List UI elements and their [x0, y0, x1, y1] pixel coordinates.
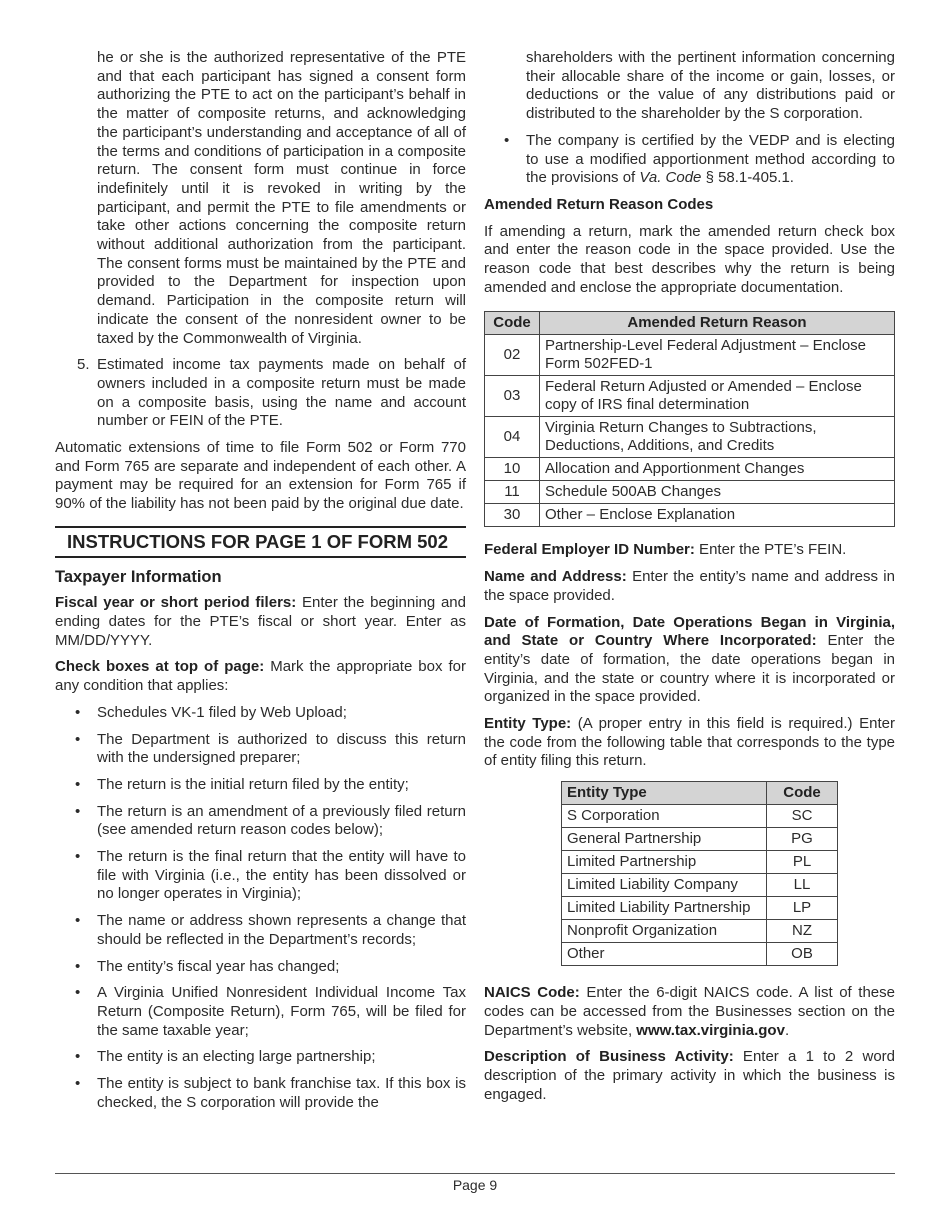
bullet: •	[75, 775, 81, 793]
cell: Nonprofit Organization	[562, 920, 767, 943]
text: Mark the appropriate box for any condition that applies:	[55, 658, 466, 695]
citation: Va. Code	[639, 169, 702, 187]
business-activity-paragraph	[484, 1048, 895, 1104]
condition-bullet	[75, 802, 466, 840]
table-row	[485, 335, 895, 376]
cell: 04	[485, 417, 540, 458]
lead: Date of Formation, Date Operations Began in Virginia, and State or Country Where Incorporated:	[484, 613, 895, 650]
cell: 30	[485, 504, 540, 527]
amended-intro: If amending a return, mark the amended return check box and enter the reason code in the space provided. Use the reason code that best describes why the return is being amended and enclose the appropriate documentation.	[484, 222, 895, 296]
lead: Entity Type:	[484, 715, 572, 733]
bullet-text: The entity is an electing large partnership;	[97, 1048, 376, 1066]
cell: PG	[767, 828, 838, 851]
cell: 11	[485, 481, 540, 504]
formation-paragraph	[484, 614, 895, 708]
bullet: •	[75, 730, 81, 748]
condition-bullet	[75, 775, 466, 795]
cell: Schedule 500AB Changes	[540, 481, 895, 504]
bullet-text: The entity is subject to bank franchise tax. If this box is checked, the S corporation will provide the	[97, 1075, 466, 1111]
page-number: Page 9	[452, 1177, 498, 1193]
consent-paragraph: he or she is the authorized representative of the PTE and that each participant has signed a consent form authorizing the PTE to act on the participant’s behalf in the matter of composite returns, and acknowledging the participant’s understanding and acceptance of all of the terms and conditions of participation in a composite return. The consent form must continue in force indefinitely until it is revoked in writing by the participant, and permit the PTE to file amendments or take other actions concerning the composite return without additional authorization from the participant. The consent forms must be maintained by the PTE and provided to the Department for inspection upon demand. Participation in the composite return will indicate the consent of the nonresident owner to be taxed by the Commonwealth of Virginia.	[97, 49, 466, 347]
numbered-item-5	[77, 356, 466, 431]
cell: SC	[767, 805, 838, 828]
condition-bullet	[75, 912, 466, 949]
lead: Description of Business Activity:	[484, 1048, 734, 1066]
cell: General Partnership	[562, 828, 767, 851]
check-paragraph	[55, 658, 466, 695]
table-row	[562, 805, 838, 828]
cell: LL	[767, 874, 838, 897]
bullet-text: The name or address shown represents a change that should be reflected in the Department’s records;	[97, 912, 466, 948]
footer-divider	[55, 1173, 895, 1174]
checkbox-conditions-list	[55, 704, 466, 1113]
bullet-text: The return is the initial return filed by the entity;	[97, 775, 409, 793]
cell: Limited Liability Company	[562, 874, 767, 897]
condition-bullet	[75, 1075, 466, 1112]
table-row	[562, 851, 838, 874]
table-row	[562, 874, 838, 897]
bullet: •	[75, 984, 81, 1002]
bullet-text: The return is the final return that the entity will have to file with Virginia (i.e., the entity has been dissolved or no longer operates in Virginia);	[97, 848, 466, 903]
bullet-text: The return is an amendment of a previously filed return (see amended return reason codes below);	[97, 802, 466, 839]
lead: Name and Address:	[484, 568, 627, 586]
condition-bullet	[75, 984, 466, 1040]
bullet: •	[75, 802, 81, 820]
lead: NAICS Code:	[484, 984, 580, 1002]
vedp-bullet	[504, 131, 895, 188]
table-row	[485, 481, 895, 504]
left-column	[55, 49, 466, 1120]
fiscal-paragraph	[55, 594, 466, 650]
cell: OB	[767, 943, 838, 966]
bank-franchise-bullet-cont: shareholders with the pertinent information concerning their allocable share of the income or gain, losses, or deductions or the value of any distributions paid or distributed to the shareholder by the S corporation.	[526, 49, 895, 123]
website-link[interactable]: www.tax.virginia.gov	[636, 1021, 785, 1039]
bullet-text: The Department is authorized to discuss this return with the undersigned preparer;	[97, 730, 466, 767]
text: .	[784, 1021, 790, 1039]
right-column	[484, 49, 895, 1112]
condition-bullet	[75, 957, 466, 977]
table-row	[485, 376, 895, 417]
cell: Limited Partnership	[562, 851, 767, 874]
subheading: Taxpayer Information	[55, 567, 222, 586]
text: The company is certified by the VEDP and is electing to use a modified apportionment method according to the provisions of	[526, 131, 895, 187]
text: § 58.1-405.1.	[701, 169, 794, 187]
text: Enter the 6-digit NAICS code. A list of these codes can be accessed from the Businesses section on the Department’s website,	[484, 984, 895, 1039]
extensions-paragraph: Automatic extensions of time to file Form 502 or Form 770 and Form 765 are separate and independent of each other. A payment may be required for an extension for Form 765 if 90% of the liability has not been paid by the original due date.	[55, 439, 466, 513]
cell: 02	[485, 335, 540, 376]
bullet: •	[75, 1075, 81, 1093]
text: Enter the entity’s name and address in the space provided.	[484, 568, 895, 604]
lead: Fiscal year or short period filers:	[55, 594, 297, 612]
condition-bullet	[75, 730, 466, 768]
column-header: Amended Return Reason	[540, 312, 895, 335]
condition-bullet	[75, 1048, 466, 1067]
entity-type-table	[561, 781, 838, 966]
bullet: •	[75, 912, 81, 930]
cell: LP	[767, 897, 838, 920]
bullet: •	[504, 131, 510, 149]
naics-paragraph	[484, 984, 895, 1040]
lead: Check boxes at top of page:	[55, 658, 265, 676]
bullet-text: Schedules VK-1 filed by Web Upload;	[97, 703, 347, 721]
bullet: •	[75, 703, 81, 721]
cell: Partnership-Level Federal Adjustment – Enclose Form 502FED-1	[540, 335, 895, 376]
column-header: Code	[767, 782, 838, 805]
text: Enter the entity’s date of formation, the date operations began in Virginia, and the state or country where it is incorporated or organized in the space provided.	[484, 632, 895, 706]
condition-bullet	[75, 848, 466, 904]
bullet: •	[75, 848, 81, 866]
text: (A proper entry in this field is required.) Enter the code from the following table that corresponds to the type of entity filing this return.	[484, 715, 895, 770]
text: Enter the beginning and ending dates for the PTE’s fiscal or short year. Enter as MM/DD/YYYY.	[55, 594, 466, 649]
cell: Other – Enclose Explanation	[540, 504, 895, 527]
table-row	[485, 417, 895, 458]
table-row	[562, 920, 838, 943]
amended-reason-table	[484, 311, 895, 527]
cell: 10	[485, 458, 540, 481]
cell: Virginia Return Changes to Subtractions, Deductions, Additions, and Credits	[540, 417, 895, 458]
section-heading: INSTRUCTIONS FOR PAGE 1 OF FORM 502	[55, 526, 466, 558]
amended-heading: Amended Return Reason Codes	[484, 195, 714, 213]
entity-type-paragraph	[484, 715, 895, 771]
cell: NZ	[767, 920, 838, 943]
text: Enter a 1 to 2 word description of the primary activity in which the business is engaged.	[484, 1048, 896, 1103]
item-text: Estimated income tax payments made on behalf of owners included in a composite return must be made on a composite basis, using the name and account number or FEIN of the PTE.	[97, 356, 466, 430]
lead: Federal Employer ID Number:	[484, 541, 695, 559]
table-row	[562, 943, 838, 966]
bullet-text: A Virginia Unified Nonresident Individual Income Tax Return (Composite Return), Form 765, will be filed for the same taxable year;	[97, 984, 466, 1039]
condition-bullet	[75, 703, 466, 723]
bullet-text: The entity’s fiscal year has changed;	[97, 957, 340, 975]
text: Enter the PTE’s FEIN.	[694, 541, 847, 559]
cell: Other	[562, 943, 767, 966]
item-number: 5.	[77, 356, 90, 374]
table-row	[485, 504, 895, 527]
bullet: •	[75, 1048, 81, 1066]
cell: Limited Liability Partnership	[562, 897, 767, 920]
column-header: Code	[485, 312, 540, 335]
cell: S Corporation	[562, 805, 767, 828]
bullet: •	[75, 957, 81, 975]
table-row	[485, 458, 895, 481]
table-row	[562, 897, 838, 920]
cell: Allocation and Apportionment Changes	[540, 458, 895, 481]
name-address-paragraph	[484, 568, 895, 605]
table-row	[562, 828, 838, 851]
cell: Federal Return Adjusted or Amended – Enclose copy of IRS final determination	[540, 376, 895, 417]
cell: PL	[767, 851, 838, 874]
column-header: Entity Type	[562, 782, 767, 805]
fein-paragraph	[484, 541, 895, 560]
cell: 03	[485, 376, 540, 417]
